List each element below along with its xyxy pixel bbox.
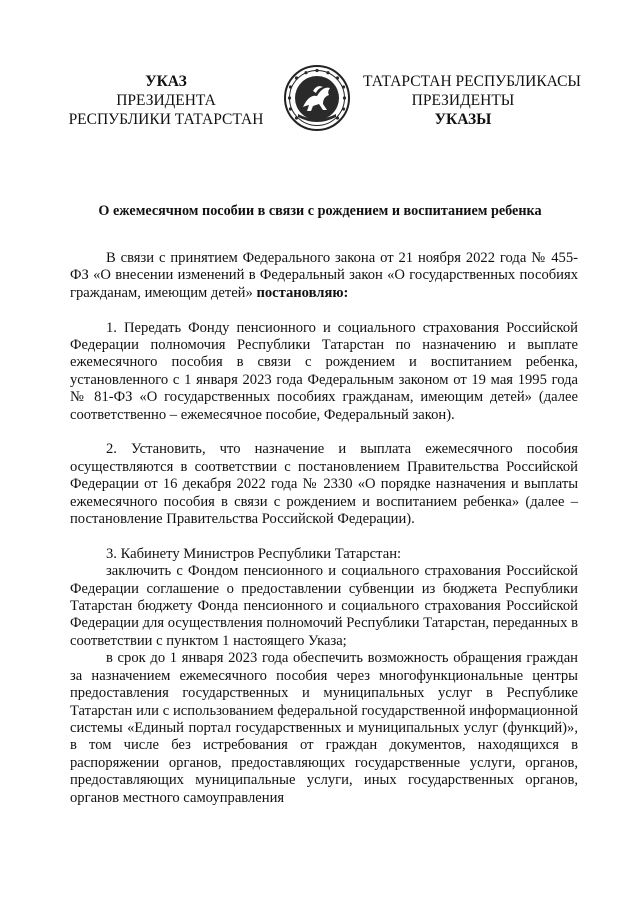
header-left-line-3: РЕСПУБЛИКИ ТАТАРСТАН [68, 111, 264, 128]
header-right-block [363, 72, 581, 129]
item-3-subparagraph-1: заключить с Фондом пенсионного и социального страхования Российской Федерации соглашение о предоставлении субвенции из бюджета Республики Татарстан бюджету Фонда пенсионного и социального страхования Российской Федерации для осуществления полномочий Республики Татарстан, переданных в соответствии с пунктом 1 настоящего Указа; [70, 563, 578, 649]
preamble-paragraph [70, 250, 578, 302]
header-left-block [66, 72, 266, 129]
header-right-line-3: УКАЗЫ [434, 111, 492, 128]
header-right-line-2: ПРЕЗИДЕНТЫ [411, 92, 515, 109]
item-1-paragraph: 1. Передать Фонду пенсионного и социального страхования Российской Федерации полномочия Республики Татарстан по назначению и выплате ежемесячного пособия в связи с рождением и воспитанием ребенка, установленного с 1 января 2023 года Федеральным законом от 19 мая 1995 года № 81-ФЗ «О государственных пособиях гражданам, имеющим детей» (далее соответственно – ежемесячное пособие, Федеральный закон). [70, 319, 578, 423]
preamble-bold: постановляю: [256, 284, 349, 301]
preamble-text: В связи с принятием Федерального закона от 21 ноября 2022 года № 455-ФЗ «О внесении изменений в Федеральный закон «О государственных пособиях гражданам, имеющим детей» [70, 250, 578, 301]
tatarstan-coat-of-arms-icon [283, 64, 351, 132]
header-left-line-2: ПРЕЗИДЕНТА [116, 92, 216, 109]
item-2-paragraph: 2. Установить, что назначение и выплата ежемесячного пособия осуществляются в соответствии с постановлением Правительства Российской Федерации от 16 декабря 2022 года № 2330 «О порядке назначения и выплаты ежемесячного пособия в связи с рождением и воспитанием ребенка» (далее – постановление Правительства Российской Федерации). [70, 441, 578, 528]
item-3-subparagraph-2: в срок до 1 января 2023 года обеспечить возможность обращения граждан за назначением ежемесячного пособия через многофункциональные центры предоставления государственных и муниципальных услуг в Республике Татарстан или с использованием федеральной государственной информационной системы «Единый портал государственных и муниципальных услуг (функций)», в том числе без истребования от граждан документов, находящихся в распоряжении органов, предоставляющих государственные услуги, органов, предоставляющих муниципальные услуги, иных государственных органов, органов местного самоуправления [70, 650, 578, 806]
header-left-line-1: УКАЗ [145, 73, 187, 90]
document-title: О ежемесячном пособии в связи с рождением и воспитанием ребенка [98, 203, 542, 219]
item-3-heading: 3. Кабинету Министров Республики Татарстан: [106, 545, 402, 562]
document-body [70, 250, 578, 807]
header-right-line-1: ТАТАРСТАН РЕСПУБЛИКАСЫ [363, 73, 581, 90]
document-header [0, 72, 640, 132]
